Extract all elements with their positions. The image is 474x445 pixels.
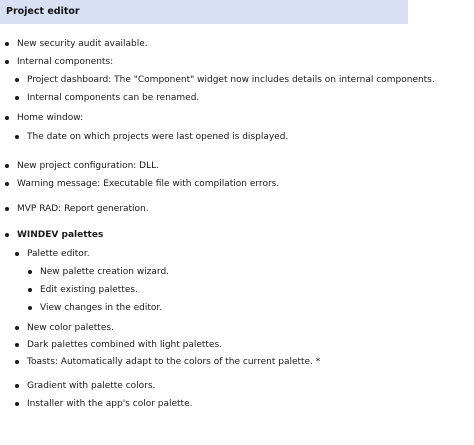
list-item-text: New palette creation wizard. (40, 267, 170, 277)
bullet-icon (15, 326, 19, 330)
bullet-icon (28, 306, 32, 310)
list-item-text: New security audit available. (17, 39, 148, 49)
list-item-text: Palette editor. (27, 249, 90, 259)
list-item-text: View changes in the editor. (40, 303, 163, 313)
bullet-icon (15, 343, 19, 347)
list-item-text: Internal components: (17, 57, 114, 67)
bullet-icon (15, 252, 19, 256)
list-item-text: The date on which projects were last opened is displayed. (27, 132, 289, 142)
bullet-icon (15, 402, 19, 406)
list-item-text: WINDEV palettes (17, 230, 104, 240)
bullet-icon (28, 270, 32, 274)
bullet-icon (15, 360, 19, 364)
list-item-text: Dark palettes combined with light palettes. (27, 340, 223, 350)
bullet-icon (15, 96, 19, 100)
bullet-icon (15, 78, 19, 82)
bullet-icon (5, 233, 9, 237)
list-item-text: Edit existing palettes. (40, 285, 138, 295)
list-item-text: New project configuration: DLL. (17, 161, 160, 171)
bullet-icon (5, 207, 9, 211)
section-title: Project editor (6, 6, 80, 17)
list-item-text: Installer with the app's color palette. (27, 399, 193, 409)
section-header (0, 0, 408, 24)
list-item-text: Gradient with palette colors. (27, 381, 156, 391)
list-item-text: Internal components can be renamed. (27, 93, 200, 103)
bullet-icon (5, 116, 9, 120)
list-item-text: Toasts: Automatically adapt to the colors of the current palette. * (27, 357, 321, 367)
bullet-icon (5, 164, 9, 168)
bullet-icon (15, 384, 19, 388)
list-item-text: Project dashboard: The "Component" widget now includes details on internal components. (27, 75, 435, 85)
bullet-icon (5, 182, 9, 186)
list-item-text: Home window: (17, 113, 84, 123)
list-item-text: MVP RAD: Report generation. (17, 204, 149, 214)
list-item-text: New color palettes. (27, 323, 114, 333)
bullet-icon (5, 60, 9, 64)
bullet-icon (15, 135, 19, 139)
bullet-icon (5, 42, 9, 46)
bullet-icon (28, 288, 32, 292)
list-item-text: Warning message: Executable file with compilation errors. (17, 179, 280, 189)
